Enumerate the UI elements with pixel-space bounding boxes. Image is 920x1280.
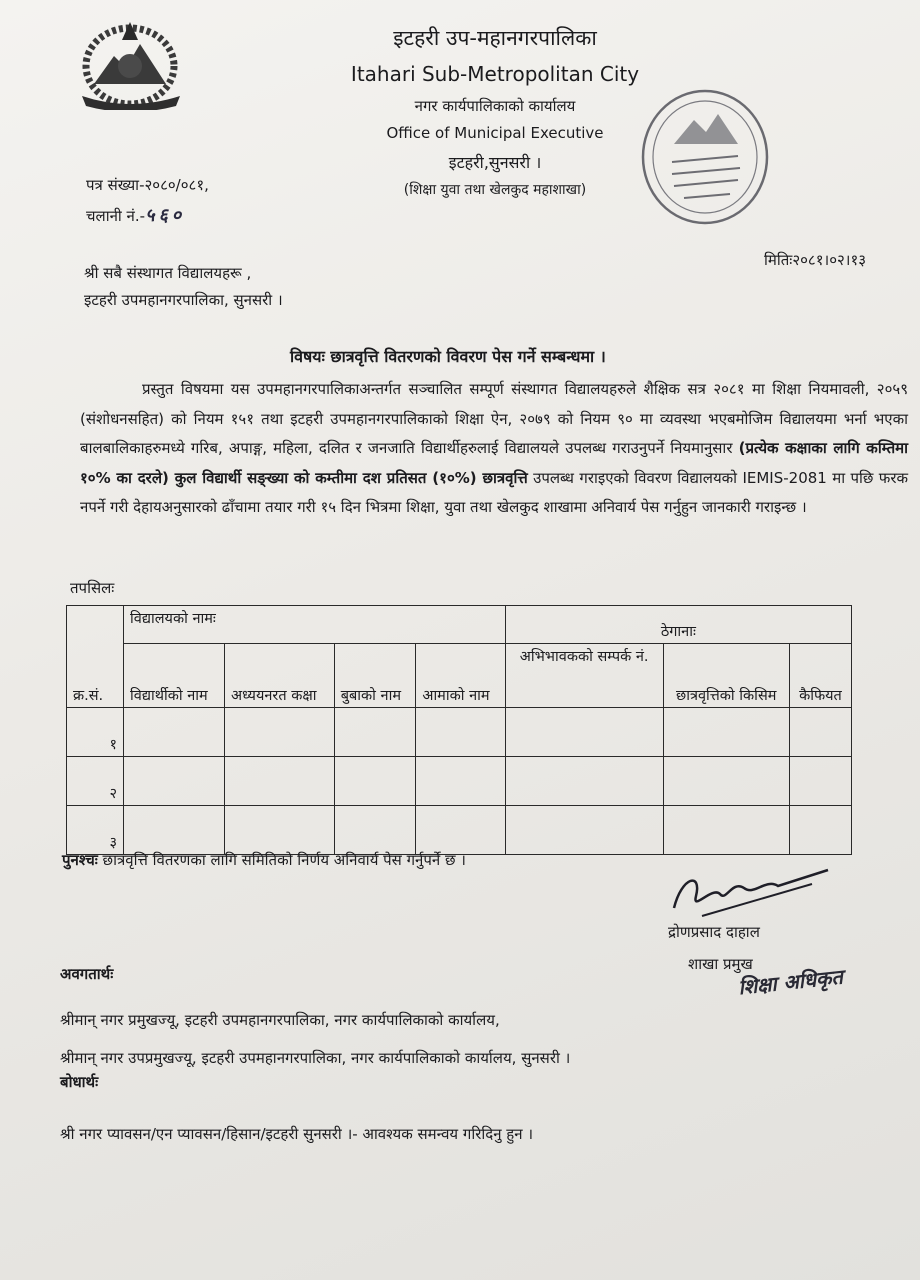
header-location: इटहरी,सुनसरी । bbox=[448, 153, 542, 172]
table-row bbox=[67, 757, 852, 806]
table-address: ठेगानाः bbox=[505, 606, 851, 644]
table-header-student-name: विद्यार्थीको नाम bbox=[124, 644, 225, 708]
handwritten-signature bbox=[662, 866, 832, 926]
dispatch-number-line bbox=[86, 203, 185, 227]
signatory-title: शाखा प्रमुख bbox=[688, 955, 753, 973]
table-header-class: अध्ययनरत कक्षा bbox=[225, 644, 335, 708]
body-part-1: प्रस्तुत विषयमा यस उपमहानगरपालिकाअन्तर्गत सञ्चालित सम्पूर्ण संस्थागत विद्यालयहरुले शैक्षिक सत्र २०८१ मा शिक्षा नियमावली, २०५९ (संशोधनसहित) को नियम १५१ तथा इटहरी उपमहानगरपालिकाको शिक्षा ऐन, २०७९ को नियम ९० मा व्यवस्था भएबमोजिम विद्यालयमा भर्ना भएका बालबालिकाहरुमध्ये गरिब, अपाङ्ग, महिला, दलित र जनजाति विद्यार्थीहरुलाई विद्यालयले उपलब्ध गराउनुपर्ने नियमानुसार bbox=[80, 380, 908, 457]
body-part-2: उपलब्ध गराइएको विवरण विद्यालयको IEMIS-2081 मा पछि फरक नपर्ने गरी देहायअनुसारको ढाँचामा तयार गरी १५ दिन भित्रमा शिक्षा, युवा तथा खेलकुद शाखामा अनिवार्य पेस गर्नुहुन जानकारी गराइन्छ । bbox=[80, 468, 908, 516]
postscript-label: पुनश्चः bbox=[62, 851, 98, 869]
table-header-guardian-contact: अभिभावकको सम्पर्क नं. bbox=[505, 644, 663, 708]
table-school-name: विद्यालयको नामः bbox=[124, 606, 506, 644]
recipient-line-1: श्री सबै संस्थागत विद्यालयहरू , bbox=[84, 264, 252, 282]
info-label: बोधार्थः bbox=[60, 1073, 99, 1091]
header-title-np: इटहरी उप-महानगरपालिका bbox=[393, 26, 597, 50]
cc-label: अवगतार्थः bbox=[60, 965, 114, 983]
table-row-sn: २ bbox=[67, 757, 124, 806]
office-seal-stamp bbox=[638, 86, 772, 228]
signatory-name: द्रोणप्रसाद दाहाल bbox=[668, 923, 760, 941]
table-header-scholarship-type: छात्रवृत्तिको किसिम bbox=[663, 644, 789, 708]
table-school-row bbox=[67, 606, 852, 644]
cc-line-1: श्रीमान् नगर प्रमुखज्यू, इटहरी उपमहानगरपालिका, नगर कार्यपालिकाको कार्यालय, bbox=[60, 1011, 500, 1029]
table-row bbox=[67, 708, 852, 757]
header-title-en: Itahari Sub-Metropolitan City bbox=[350, 62, 640, 86]
letter-date: मितिः२०८१।०२।१३ bbox=[764, 251, 867, 269]
table-row-sn: १ bbox=[67, 708, 124, 757]
recipient-line-2: इटहरी उपमहानगरपालिका, सुनसरी । bbox=[84, 291, 283, 309]
cc-line-2: श्रीमान् नगर उपप्रमुखज्यू, इटहरी उपमहानगरपालिका, नगर कार्यपालिकाको कार्यालय, सुनसरी । bbox=[60, 1049, 571, 1067]
letter-body bbox=[80, 375, 908, 523]
postscript-text: छात्रवृत्ति वितरणका लागि समितिको निर्णय अनिवार्य पेस गर्नुपर्ने छ । bbox=[97, 851, 466, 869]
officer-stamp: शिक्षा अधिकृत bbox=[737, 964, 844, 1000]
table-header-mother-name: आमाको नाम bbox=[416, 644, 505, 708]
table-row-sn: ३ bbox=[67, 806, 124, 855]
postscript bbox=[62, 850, 466, 870]
info-line-1: श्री नगर प्यावसन/एन प्यावसन/हिसान/इटहरी सुनसरी ।- आवश्यक समन्वय गरिदिनु हुन । bbox=[60, 1125, 534, 1143]
table-header-father-name: बुबाको नाम bbox=[334, 644, 416, 708]
dispatch-number: ५६० bbox=[145, 205, 186, 226]
details-label: तपसिलः bbox=[70, 579, 115, 597]
letter-subject: विषयः छात्रवृत्ति वितरणको विवरण पेस गर्ने सम्बन्धमा । bbox=[290, 347, 606, 366]
body-emphasis: (प्रत्येक कक्षाका लागि कम्तिमा १०% का दरले) कुल विद्यार्थी सङ्ख्या को कम्तीमा दश प्रतिसत (१०%) छात्रवृत्ति bbox=[80, 439, 908, 487]
scholarship-table bbox=[66, 605, 852, 855]
table-header-remarks: कैफियत bbox=[789, 644, 851, 708]
dispatch-label: चलानी नं.- bbox=[86, 207, 146, 225]
table-row bbox=[67, 806, 852, 855]
letter-number: पत्र संख्या-२०८०/०८१, bbox=[86, 176, 209, 194]
header-office-en: Office of Municipal Executive bbox=[386, 124, 604, 142]
table-header-row bbox=[67, 644, 852, 708]
header-branch: (शिक्षा युवा तथा खेलकुद महाशाखा) bbox=[403, 182, 587, 198]
nepal-emblem-logo bbox=[72, 14, 190, 110]
header-office-np: नगर कार्यपालिकाको कार्यालय bbox=[414, 97, 576, 115]
table-header-sn: क्र.सं. bbox=[67, 606, 124, 708]
